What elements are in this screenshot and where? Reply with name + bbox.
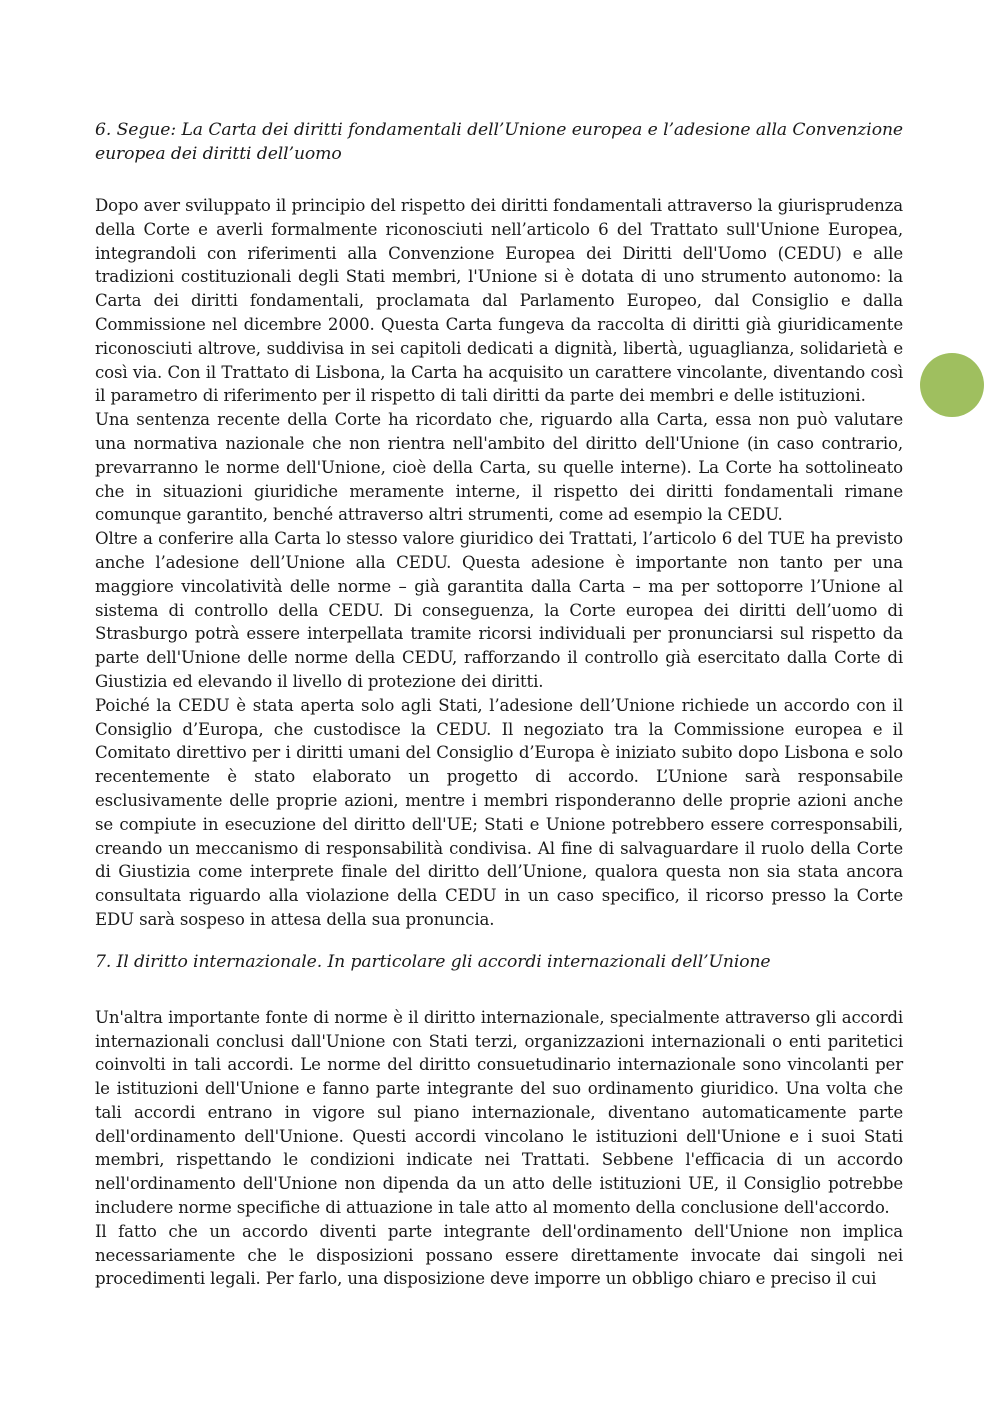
section-7-title: 7. Il diritto internazionale. In particolare gli accordi internazionali dell’Unione	[95, 951, 771, 972]
section-6-title: 6. Segue: La Carta dei diritti fondamentali dell’Unione europea e l’adesione alla Convenzione europea dei diritti dell’uomo	[95, 120, 903, 164]
section-6-paragraph-4: Poiché la CEDU è stata aperta solo agli Stati, l’adesione dell’Unione richiede un accordo con il Consiglio d’Europa, che custodisce la CEDU. Il negoziato tra la Commissione europea e il Comitato direttivo per i diritti umani del Consiglio d’Europa è iniziato subito dopo Lisbona e solo recentemente è stato elaborato un progetto di accordo. L’Unione sarà responsabile esclusivamente delle proprie azioni, mentre i membri risponderanno delle proprie azioni anche se compiute in esecuzione del diritto dell'UE; Stati e Unione potrebbero essere corresponsabili, creando un meccanismo di responsabilità condivisa. Al fine di salvaguardare il ruolo della Corte di Giustizia come interprete finale del diritto dell’Unione, qualora questa non sia stata ancora consultata riguardo alla violazione della CEDU in un caso specifico, il ricorso presso la Corte EDU sarà sospeso in attesa della sua pronuncia.	[95, 695, 903, 929]
section-6-paragraph-2: Una sentenza recente della Corte ha ricordato che, riguardo alla Carta, essa non può valutare una normativa nazionale che non rientra nell'ambito del diritto dell'Unione (in caso contrario, prevarranno le norme dell'Unione, cioè della Carta, su quelle interne). La Corte ha sottolineato che in situazioni giuridiche meramente interne, il rispetto dei diritti fondamentali rimane comunque garantito, benché attraverso altri strumenti, come ad esempio la CEDU.	[95, 410, 903, 525]
page-marker-dot	[920, 353, 984, 417]
section-7-paragraph-1: Un'altra importante fonte di norme è il diritto internazionale, specialmente attraverso gli accordi internazionali conclusi dall'Unione con Stati terzi, organizzazioni internazionali o enti paritetici coinvolti in tali accordi. Le norme del diritto consuetudinario internazionale sono vincolanti per le istituzioni dell'Unione e fanno parte integrante del suo ordinamento giuridico. Una volta che tali accordi entrano in vigore sul piano internazionale, diventano automaticamente parte dell'ordinamento dell'Unione. Questi accordi vincolano le istituzioni dell'Unione e i suoi Stati membri, rispettando le condizioni indicate nei Trattati. Sebbene l'efficacia di un accordo nell'ordinamento dell'Unione non dipenda da un atto delle istituzioni UE, il Consiglio potrebbe includere norme specifiche di attuazione in tale atto al momento della conclusione dell'accordo.	[95, 1007, 903, 1218]
section-6-paragraph-1: Dopo aver sviluppato il principio del rispetto dei diritti fondamentali attraverso la giurisprudenza della Corte e averli formalmente riconosciuti nell’articolo 6 del Trattato sull'Unione Europea, integrandoli con riferimenti alla Convenzione Europea dei Diritti dell'Uomo (CEDU) e alle tradizioni costituzionali degli Stati membri, l'Unione si è dotata di uno strumento autonomo: la Carta dei diritti fondamentali, proclamata dal Parlamento Europeo, dal Consiglio e dalla Commissione nel dicembre 2000. Questa Carta fungeva da raccolta di diritti già giuridicamente riconosciuti altrove, suddivisa in sei capitoli dedicati a dignità, libertà, uguaglianza, solidarietà e così via. Con il Trattato di Lisbona, la Carta ha acquisito un carattere vincolante, diventando così il parametro di riferimento per il rispetto di tali diritti da parte dei membri e delle istituzioni.	[95, 196, 903, 406]
section-6-paragraph-3: Oltre a conferire alla Carta lo stesso valore giuridico dei Trattati, l’articolo 6 del TUE ha previsto anche l’adesione dell’Unione alla CEDU. Questa adesione è importante non tanto per una maggiore vincolatività delle norme – già garantita dalla Carta – ma per sottoporre l’Unione al sistema di controllo della CEDU. Di conseguenza, la Corte europea dei diritti dell’uomo di Strasburgo potrà essere interpellata tramite ricorsi individuali per pronunciarsi sul rispetto da parte dell'Unione delle norme della CEDU, rafforzando il controllo già esercitato dalla Corte di Giustizia ed elevando il livello di protezione dei diritti.	[95, 529, 903, 691]
section-7-paragraph-2: Il fatto che un accordo diventi parte integrante dell'ordinamento dell'Unione non implica necessariamente che le disposizioni possano essere direttamente invocate dai singoli nei procedimenti legali. Per farlo, una disposizione deve imporre un obbligo chiaro e preciso il cui	[95, 1221, 903, 1289]
document-page	[95, 118, 903, 1291]
